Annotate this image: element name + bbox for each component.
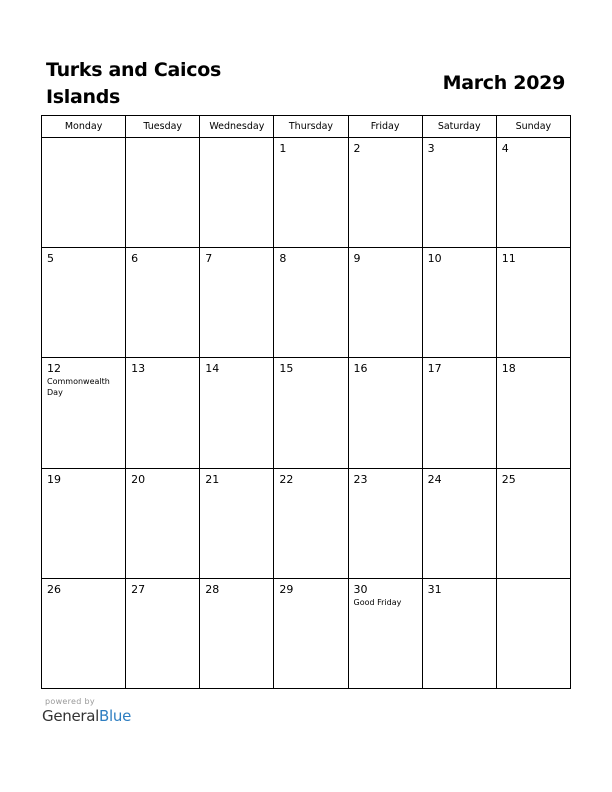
day-number: 15 (279, 362, 294, 376)
day-number: 21 (205, 472, 220, 486)
calendar-body (42, 138, 571, 689)
day-number: 16 (353, 362, 368, 376)
day-number: 31 (427, 582, 442, 596)
powered-by-text: powered by (45, 697, 95, 706)
day-cell (126, 578, 200, 688)
day-cell (274, 578, 348, 688)
day-cell (422, 248, 496, 358)
day-number: 29 (279, 582, 294, 596)
day-cell (126, 358, 200, 468)
day-number: 7 (205, 252, 213, 266)
week-row (42, 358, 571, 468)
day-number: 10 (427, 252, 442, 266)
day-cell (274, 358, 348, 468)
day-number: 17 (427, 362, 442, 376)
day-cell (422, 578, 496, 688)
weekday-header-wednesday: Wednesday (200, 116, 274, 138)
day-number: 22 (279, 472, 294, 486)
day-number: 26 (47, 582, 61, 596)
day-cell (348, 138, 422, 248)
day-cell (274, 468, 348, 578)
day-number: 14 (205, 362, 220, 376)
day-number: 30 (353, 582, 368, 596)
day-cell (274, 138, 348, 248)
day-cell (200, 138, 274, 248)
week-row (42, 578, 571, 688)
day-cell (496, 248, 570, 358)
day-number: 5 (47, 252, 54, 266)
day-cell (200, 248, 274, 358)
logo-blue-text: Blue (99, 707, 132, 725)
week-row (42, 248, 571, 358)
week-row (42, 468, 571, 578)
day-cell (422, 468, 496, 578)
logo-general-text: General (42, 707, 100, 725)
day-cell (496, 468, 570, 578)
generalblue-logo (42, 707, 131, 725)
week-row (42, 138, 571, 248)
weekday-header-monday: Monday (42, 116, 126, 138)
day-cell (200, 468, 274, 578)
day-cell (348, 248, 422, 358)
holiday-label: Good Friday (353, 597, 402, 607)
month-year-title: March 2029 (442, 72, 565, 94)
day-cell (422, 358, 496, 468)
day-cell (422, 138, 496, 248)
day-number: 8 (279, 252, 287, 266)
day-number: 9 (353, 252, 361, 266)
weekday-header-saturday: Saturday (422, 116, 496, 138)
day-number: 27 (131, 582, 146, 596)
day-number: 6 (131, 252, 139, 266)
weekday-header-thursday: Thursday (274, 116, 348, 138)
day-cell (126, 468, 200, 578)
weekday-header-row (42, 116, 571, 138)
country-title: Turks and Caicos Islands (46, 59, 221, 108)
weekday-header-tuesday: Tuesday (126, 116, 200, 138)
day-cell (496, 578, 570, 688)
day-number: 12 (47, 362, 61, 376)
day-cell (126, 138, 200, 248)
day-cell (200, 358, 274, 468)
day-number: 19 (47, 472, 61, 486)
day-number: 28 (205, 582, 220, 596)
day-cell (274, 248, 348, 358)
calendar-grid (41, 115, 571, 689)
day-cell (126, 248, 200, 358)
day-number: 24 (427, 472, 442, 486)
day-cell (42, 468, 126, 578)
day-number: 18 (501, 362, 516, 376)
day-cell (42, 578, 126, 688)
day-number: 2 (353, 142, 361, 155)
day-cell (496, 358, 570, 468)
day-cell (200, 578, 274, 688)
day-cell (348, 358, 422, 468)
holiday-label: Commonwealth Day (47, 377, 110, 398)
day-number: 20 (131, 472, 146, 486)
day-cell (348, 578, 422, 688)
day-number: 13 (131, 362, 146, 376)
day-cell (496, 138, 570, 248)
day-number: 3 (427, 142, 435, 155)
weekday-header-friday: Friday (348, 116, 422, 138)
weekday-header-sunday: Sunday (496, 116, 570, 138)
day-cell (348, 468, 422, 578)
day-cell (42, 248, 126, 358)
day-number: 4 (501, 142, 509, 155)
day-number: 11 (501, 252, 516, 266)
day-cell (42, 138, 126, 248)
day-cell (42, 358, 126, 468)
day-number: 1 (279, 142, 287, 155)
day-number: 23 (353, 472, 368, 486)
day-number: 25 (501, 472, 516, 486)
